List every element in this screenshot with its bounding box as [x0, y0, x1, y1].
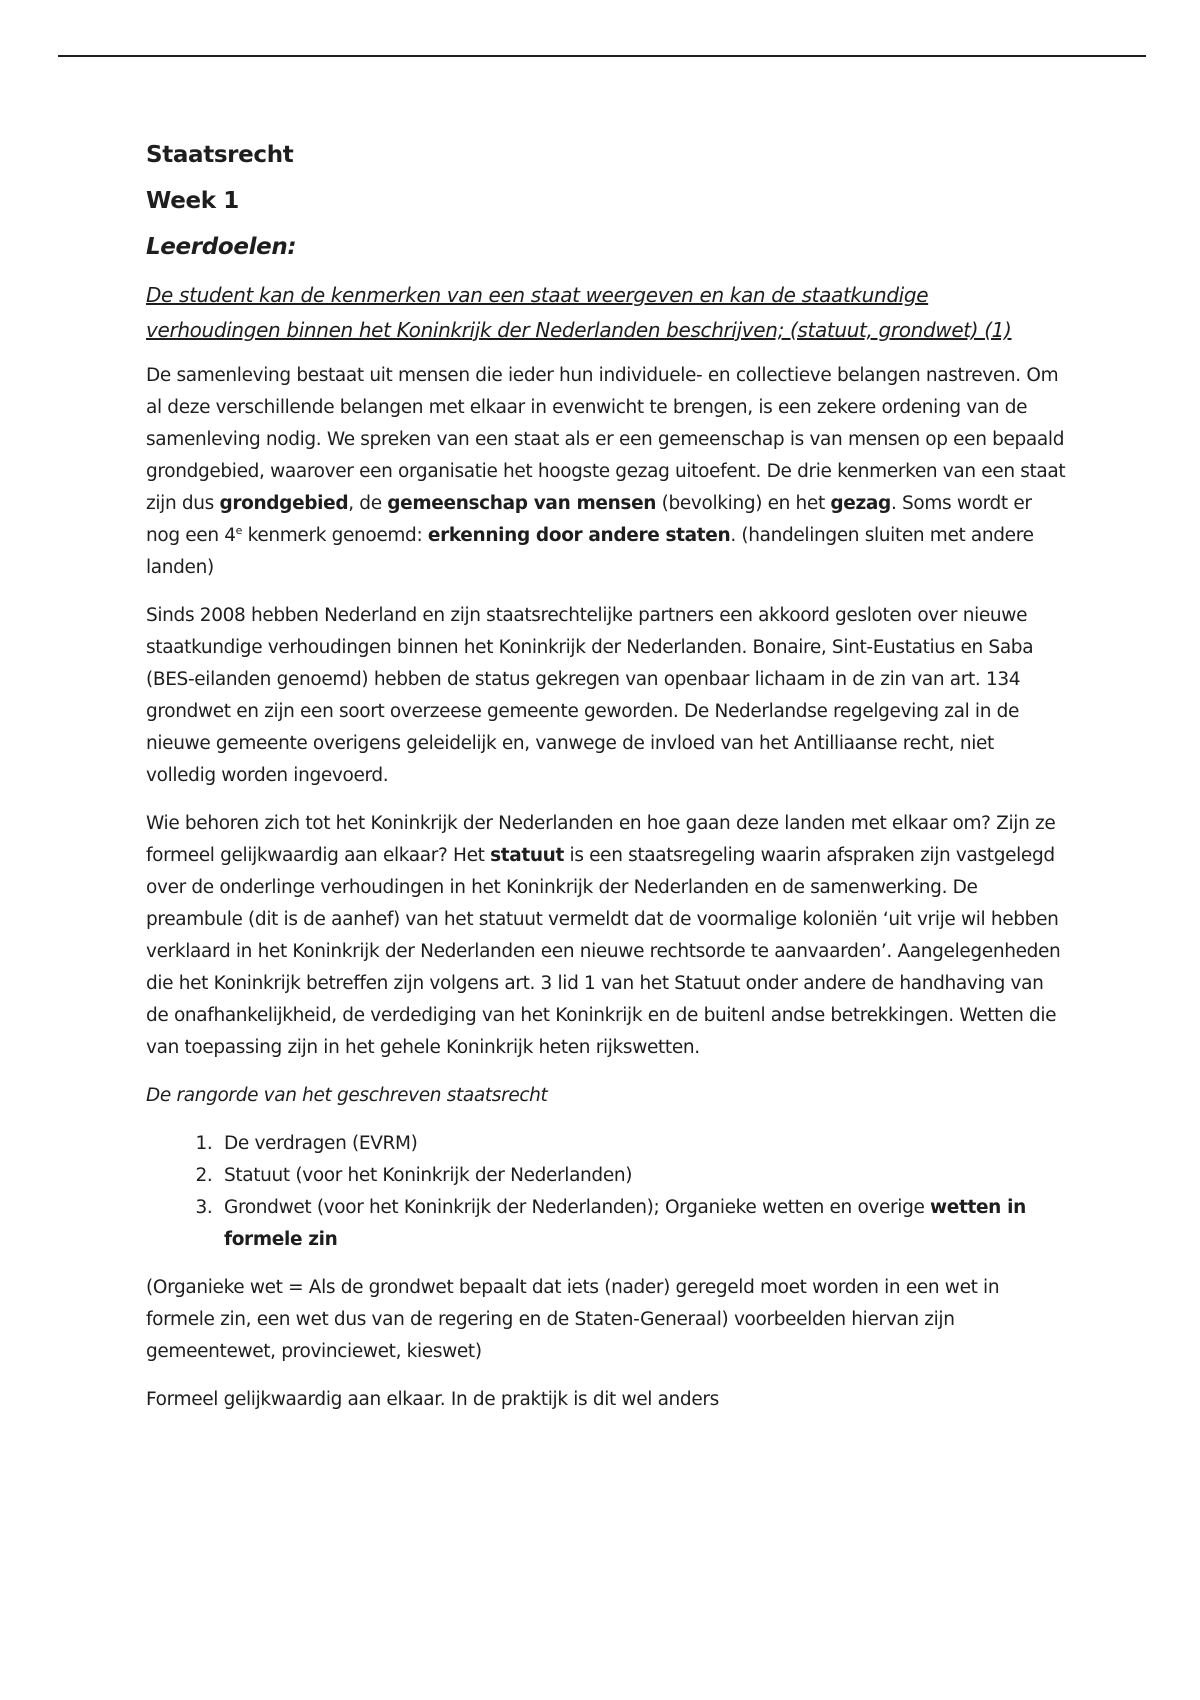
rangorde-list: [146, 1128, 1066, 1256]
paragraph-staat-kenmerken: De samenleving bestaat uit mensen die ieder hun individuele- en collectieve belangen nastreven. Om al deze verschillende belangen met elkaar in evenwicht te brengen, is een zekere ordening van de samenleving nodig. We spreken van een staat als er een gemeenschap is van mensen op een bepaald grondgebied, waarover een organisatie het hoogste gezag uitoefent. De drie kenmerken van een staat zijn dus grondgebied, de gemeenschap van mensen (bevolking) en het gezag. Soms wordt er nog een 4e kenmerk genoemd: erkenning door andere staten. (handelingen sluiten met andere landen): [146, 365, 1066, 578]
term-erkenning: erkenning door andere staten: [427, 525, 731, 546]
paragraph-statuut: Wie behoren zich tot het Koninkrijk der Nederlanden en hoe gaan deze landen met elkaar om? Zijn ze formeel gelijkwaardig aan elkaar? Het statuut is een staatsregeling waarin afspraken zijn vastgelegd over de onderlinge verhoudingen in het Koninkrijk der Nederlanden en de samenwerking. De preambule (dit is de aanhef) van het statuut vermeldt dat de voormalige koloniën ‘uit vrije wil hebben verklaard in het Koninkrijk der Nederlanden een nieuwe rechtsorde te aanvaarden’. Aangelegenheden die het Koninkrijk betreffen zijn volgens art. 3 lid 1 van het Statuut onder andere de handhaving van de onafhankelijkheid, de verdediging van het Koninkrijk en de buitenl andse betrekkingen. Wetten die van toepassing zijn in het gehele Koninkrijk heten rijkswetten.: [146, 813, 1061, 1058]
learning-goal: De student kan de kenmerken van een staat weergeven en kan de staatkundige verhoudingen binnen het Koninkrijk der Nederlanden beschrijven; (statuut, grondwet) (1): [146, 283, 1012, 342]
term-grondgebied: grondgebied: [219, 493, 349, 514]
paragraph-bes-eilanden: Sinds 2008 hebben Nederland en zijn staatsrechtelijke partners een akkoord gesloten over nieuwe staatkundige verhoudingen binnen het Koninkrijk der Nederlanden. Bonaire, Sint-Eustatius en Saba (BES-eilanden genoemd) hebben de status gekregen van openbaar lichaam in de zin van art. 134 grondwet en zijn een soort overzeese gemeente geworden. De Nederlandse regelgeving zal in de nieuwe gemeente overigens geleidelijk en, vanwege de invloed van het Antilliaanse recht, niet volledig worden ingevoerd.: [146, 605, 1034, 786]
top-rule: [58, 55, 1146, 57]
leerdoelen-heading: Leerdoelen:: [146, 234, 297, 260]
document-body: [146, 140, 1066, 1432]
term-statuut: statuut: [490, 845, 564, 866]
paragraph-formeel: Formeel gelijkwaardig aan elkaar. In de praktijk is dit wel anders: [146, 1389, 719, 1410]
paragraph-organieke-wet: (Organieke wet = Als de grondwet bepaalt dat iets (nader) geregeld moet worden in een wet in formele zin, een wet dus van de regering en de Staten-Generaal) voorbeelden hiervan zijn gemeentewet, provinciewet, kieswet): [146, 1277, 1000, 1362]
list-item: 2. Statuut (voor het Koninkrijk der Nederlanden): [218, 1160, 1066, 1192]
week-heading: Week 1: [146, 188, 239, 214]
term-gezag: gezag: [830, 493, 891, 514]
list-item: 3. Grondwet (voor het Koninkrijk der Nederlanden); Organieke wetten en overige wetten in formele zin: [218, 1192, 1066, 1256]
term-gemeenschap: gemeenschap van mensen: [387, 493, 657, 514]
document-title: Staatsrecht: [146, 142, 294, 168]
rangorde-heading: De rangorde van het geschreven staatsrecht: [146, 1085, 548, 1106]
list-item: 1. De verdragen (EVRM): [218, 1128, 1066, 1160]
term-wetten-formele-zin: wetten in formele zin: [224, 1197, 1026, 1250]
